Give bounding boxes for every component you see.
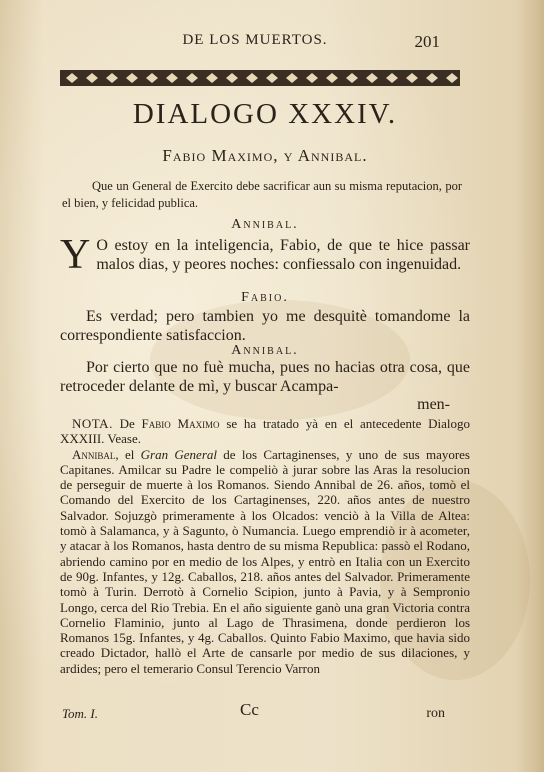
volume-mark: Tom. I.	[62, 706, 99, 721]
speech-paragraph: Es verdad; pero tambien yo me desquitè tomandome la correspondiente satisfaccion.	[60, 308, 470, 344]
speaker-label: Annibal.	[231, 343, 299, 358]
page-number: 201	[414, 32, 440, 51]
speech-paragraph: Por cierto que no fuè mucha, pues no hacias otra cosa, que retroceder delante de mì, y buscar Acampa-	[60, 359, 470, 395]
speaker-label: Annibal.	[231, 217, 299, 232]
note-body: Annibal, el Gran General de los Cartaginenses, y uno de sus mayores Capitanes. Amilcar su Padre le compeliò à jurar sobre las Aras la resolucion de perseguir de muerte à los Romanos. Siendo Annibal de 26. años, tomò el Comando del Exercito de los Cartaginenses, 220. años antes de nuestro Salvador. Sojuzgò primeramente à los Olcados: venciò à la Villa de Altea: tomò à Salamanca, y à Sagunto, ò Numancia. Luego emprendiò ir à acometer, y atacar à los Romanos, hasta dentro de su misma Republica: passò el Rodano, abriendo camino por en medio de los Alpes, y entrò en Italia con un Exercito de 90g. Infantes, y 12g. Caballos, 218. años antes del Salvador. Primeramente tomò à Turin. Derrotò à Cornelio Scipion, junto à Pavia, y à Sempronio Longo, cerca del Rio Trebia. En el año siguiente ganò una gran Victoria contra Cornelio Flaminio, junto al Lago de Thrasimena, donde perdieron los Romanos 15g. Infantes, y 4g. Caballos. Quinto Fabio Maximo, que havia sido creado Dictador, hallò el Arte de cansarle por medio de sus dilaciones, y ardides; pero el temerario Consul Terencio Varron	[60, 446, 470, 676]
note-label: NOTA.	[72, 416, 113, 431]
note-name: Fabio Maximo	[141, 416, 220, 431]
speaker-label: Fabio.	[241, 290, 289, 305]
dialogue-title: DIALOGO XXXIV.	[132, 98, 398, 130]
signature-mark: Cc	[240, 700, 259, 719]
speech-text: O estoy en la inteligencia, Fabio, de que te hice passar malos dias, y peores noches: confiessalo con ingenuidad.	[96, 237, 470, 273]
running-head: DE LOS MUERTOS.	[182, 32, 328, 48]
catchword: men-	[417, 396, 450, 413]
footer-catchword: ron	[426, 706, 445, 721]
note-intro: NOTA. De Fabio Maximo se ha tratado yà en el antecedente Dialogo XXXIII. Vease.	[60, 416, 470, 447]
ornamental-border	[60, 68, 460, 88]
drop-cap: Y	[60, 232, 91, 278]
dialogue-subtitle: Fabio Maximo, y Annibal.	[162, 146, 368, 165]
historical-note	[60, 416, 470, 676]
speech-paragraph	[60, 232, 470, 278]
dialogue-argument: Que un General de Exercito debe sacrificar aun su misma reputacion, por el bien, y felicidad publica.	[62, 179, 462, 210]
